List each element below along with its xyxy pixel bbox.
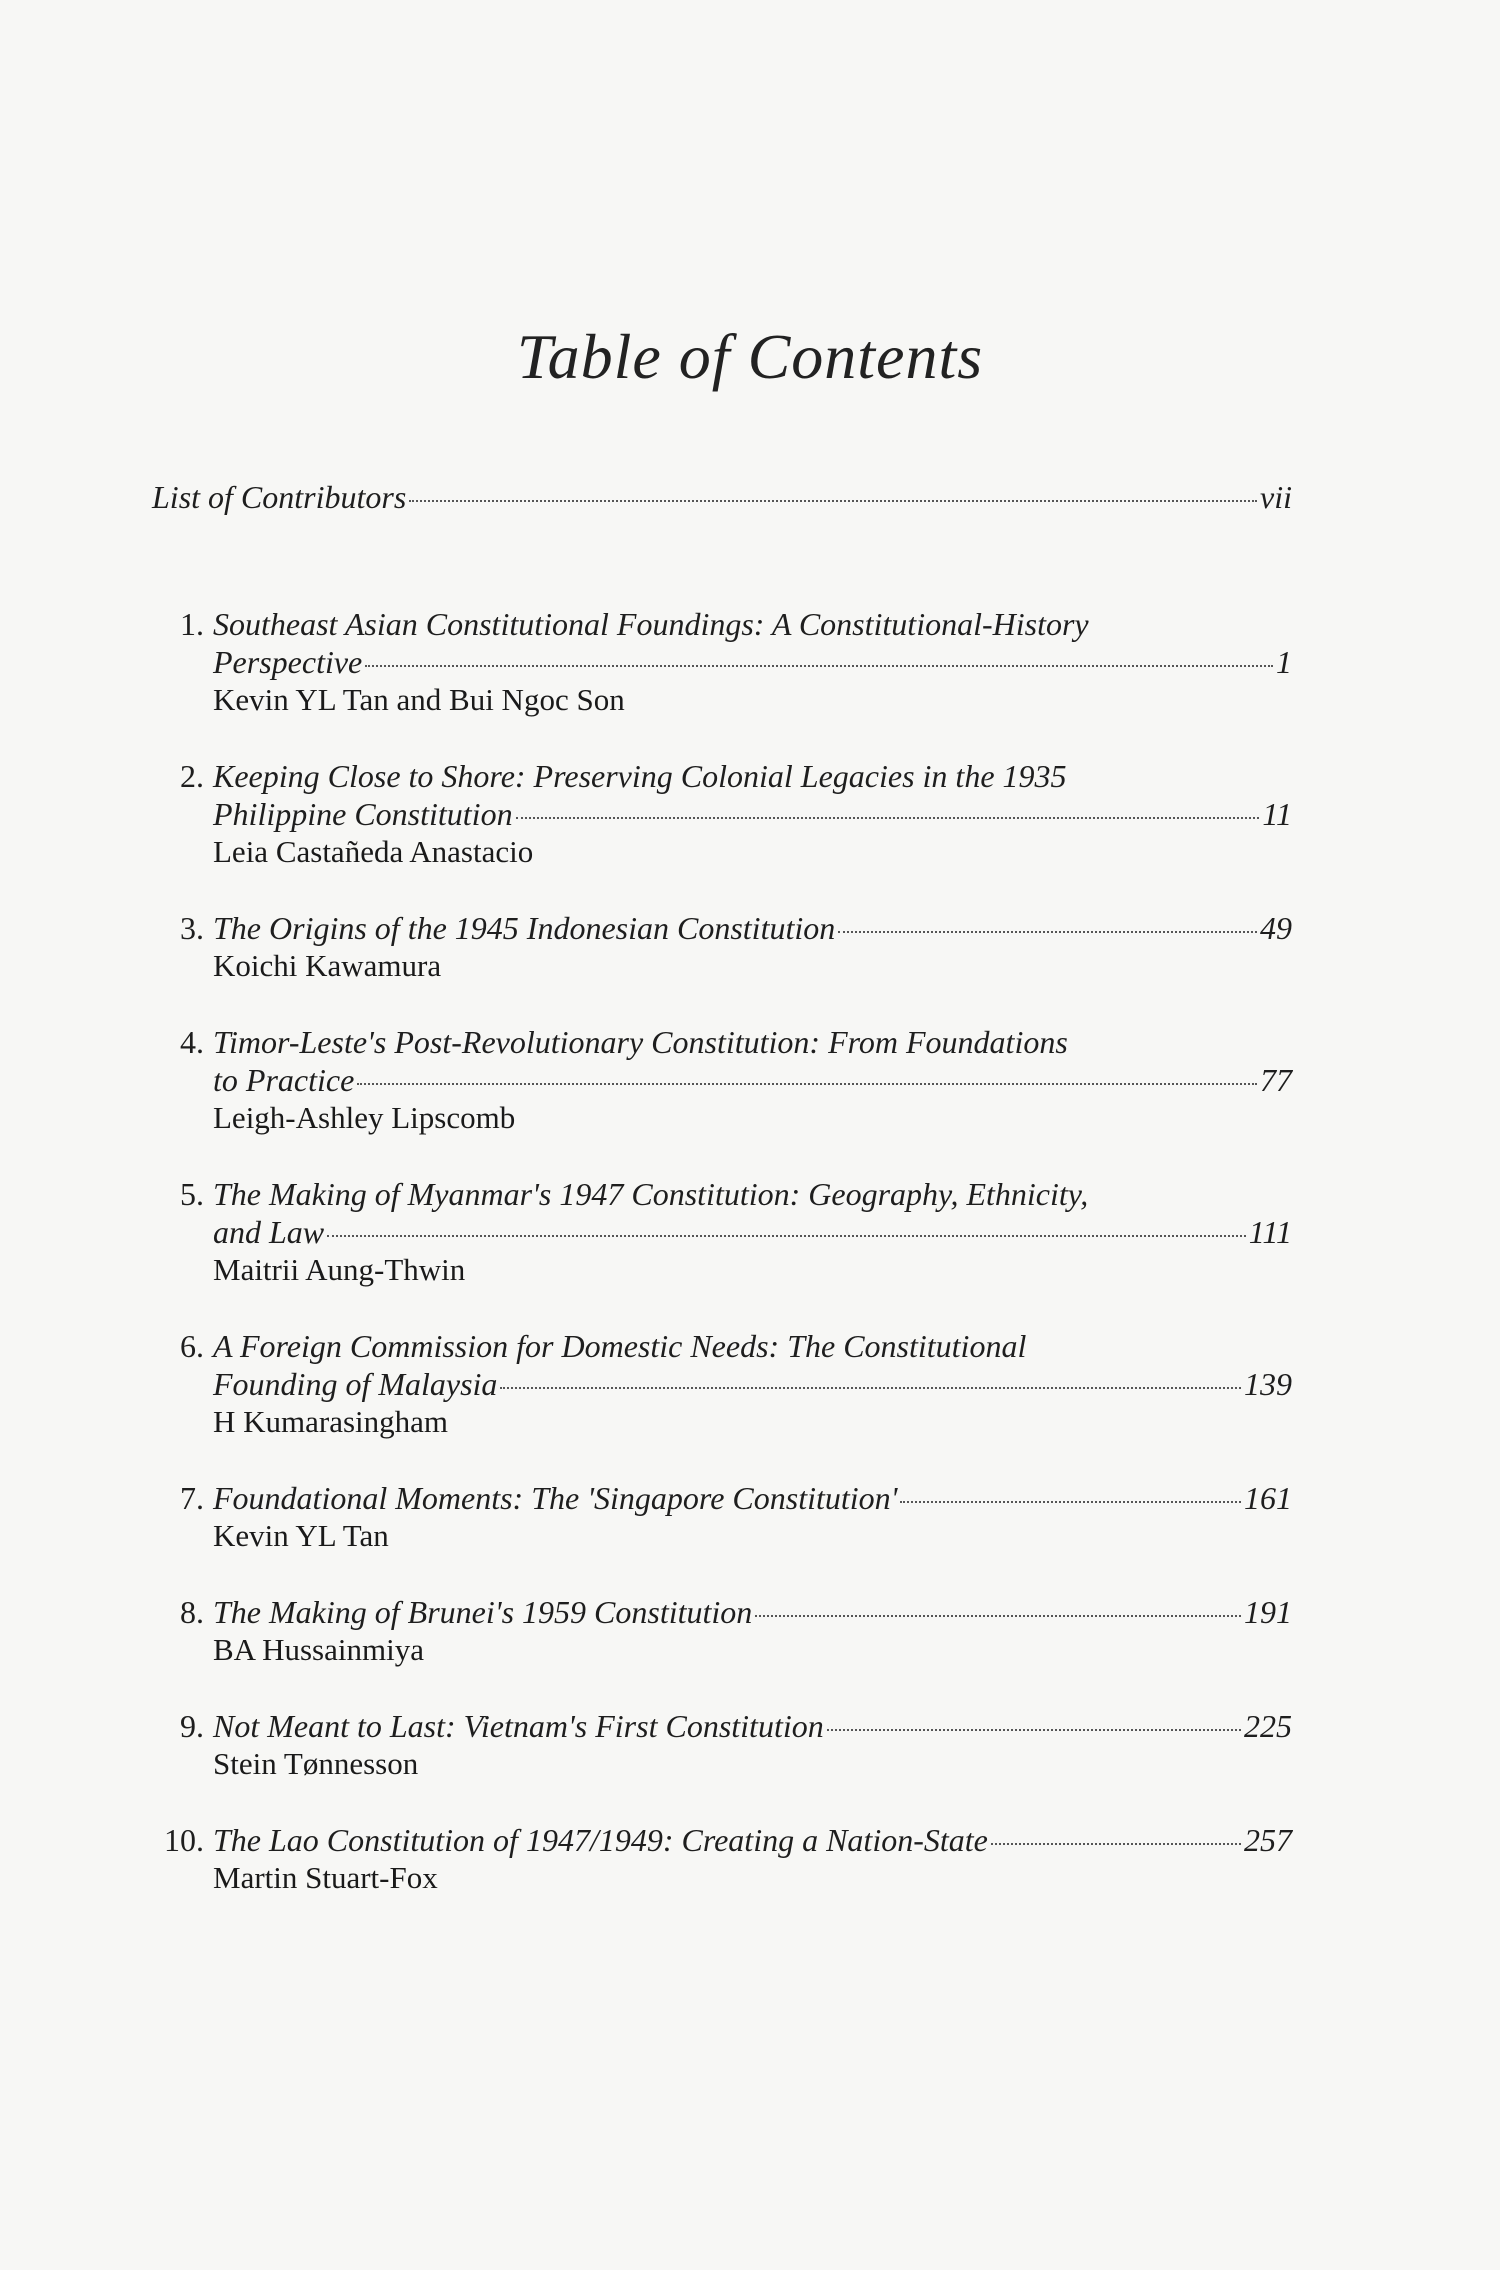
toc-line	[213, 1061, 1292, 1099]
toc-entry-title: The Lao Constitution of 1947/1949: Creating a Nation-State	[213, 1822, 988, 1858]
toc-line	[213, 1707, 1292, 1745]
dot-leader	[827, 1729, 1241, 1731]
toc-line	[213, 795, 1292, 833]
toc-entry-title: and Law	[213, 1214, 325, 1250]
toc-line	[213, 1593, 1292, 1631]
chapter-author: Maitrii Aung-Thwin	[213, 1252, 466, 1287]
toc-entry-title: Foundational Moments: The 'Singapore Constitution'	[213, 1480, 898, 1516]
toc-line	[152, 478, 1292, 516]
toc-entry[interactable]	[152, 1707, 1292, 1783]
toc-entry[interactable]	[152, 605, 1292, 719]
toc-entry-title: Perspective	[213, 644, 363, 680]
toc-line	[213, 909, 1292, 947]
toc-entry[interactable]	[152, 1479, 1292, 1555]
toc-entry-title: Not Meant to Last: Vietnam's First Constitution	[213, 1708, 824, 1744]
chapter-number: 4.	[180, 1024, 204, 1060]
toc-page-number: 191	[1244, 1594, 1292, 1630]
chapter-number: 8.	[180, 1594, 204, 1630]
dot-leader	[838, 931, 1257, 933]
dot-leader	[900, 1501, 1241, 1503]
chapter-author: Leigh-Ashley Lipscomb	[213, 1100, 516, 1135]
dot-leader	[357, 1083, 1257, 1085]
toc-entry[interactable]	[152, 1023, 1292, 1137]
toc-page-number: vii	[1260, 479, 1292, 515]
dot-leader	[991, 1843, 1241, 1845]
toc-entry[interactable]	[152, 1175, 1292, 1289]
dot-leader	[327, 1235, 1246, 1237]
chapter-number: 6.	[180, 1328, 204, 1364]
toc-entry[interactable]	[152, 1593, 1292, 1669]
chapter-number: 2.	[180, 758, 204, 794]
toc-entry[interactable]	[152, 1821, 1292, 1897]
toc-page-number: 139	[1244, 1366, 1292, 1402]
dot-leader	[409, 500, 1257, 502]
chapter-number: 5.	[180, 1176, 204, 1212]
chapter-author: Martin Stuart-Fox	[213, 1860, 438, 1895]
toc-line	[213, 1821, 1292, 1859]
toc-entry-title: to Practice	[213, 1062, 355, 1098]
toc-entry[interactable]	[152, 757, 1292, 871]
dot-leader	[500, 1387, 1241, 1389]
chapter-author: Koichi Kawamura	[213, 948, 442, 983]
toc-entry-title-first-line: Timor-Leste's Post-Revolutionary Constitution: From Foundations	[213, 1024, 1068, 1060]
chapter-author: Leia Castañeda Anastacio	[213, 834, 534, 869]
chapter-number: 10.	[164, 1822, 204, 1858]
toc-entry-list	[152, 605, 1292, 1897]
chapter-author: Kevin YL Tan and Bui Ngoc Son	[213, 682, 625, 717]
toc-entry-title: Founding of Malaysia	[213, 1366, 498, 1402]
chapter-author: BA Hussainmiya	[213, 1632, 424, 1667]
chapter-author: Kevin YL Tan	[213, 1518, 389, 1553]
toc-entry[interactable]	[152, 909, 1292, 985]
toc-line	[213, 643, 1292, 681]
toc-page-number: 111	[1248, 1214, 1292, 1250]
toc-entry-title-first-line: Keeping Close to Shore: Preserving Colonial Legacies in the 1935	[213, 758, 1067, 794]
toc-entry-title-first-line: Southeast Asian Constitutional Foundings: A Constitutional-History	[213, 606, 1089, 642]
toc-line	[213, 1213, 1292, 1251]
toc-line	[213, 1365, 1292, 1403]
toc-line	[213, 1479, 1292, 1517]
chapter-author: Stein Tønnesson	[213, 1746, 419, 1781]
chapter-number: 3.	[180, 910, 204, 946]
toc-page-number: 257	[1244, 1822, 1292, 1858]
dot-leader	[755, 1615, 1241, 1617]
toc-entry[interactable]	[152, 1327, 1292, 1441]
toc-entry-title: The Making of Brunei's 1959 Constitution	[213, 1594, 753, 1630]
chapter-number: 9.	[180, 1708, 204, 1744]
toc-page-number: 225	[1244, 1708, 1292, 1744]
page-title: Table of Contents	[516, 321, 984, 392]
dot-leader	[365, 665, 1273, 667]
toc-entry-title: The Origins of the 1945 Indonesian Constitution	[213, 910, 836, 946]
toc-entry-title-first-line: A Foreign Commission for Domestic Needs: The Constitutional	[213, 1328, 1027, 1364]
toc-page-number: 49	[1260, 910, 1292, 946]
toc-entry-title: Philippine Constitution	[213, 796, 513, 832]
dot-leader	[516, 817, 1260, 819]
chapter-author: H Kumarasingham	[213, 1404, 449, 1439]
toc-entry-title: List of Contributors	[152, 479, 407, 515]
toc-page-number: 1	[1276, 644, 1292, 680]
chapter-number: 7.	[180, 1480, 204, 1516]
toc-front-matter[interactable]	[152, 478, 1292, 516]
toc-page-number: 11	[1262, 796, 1292, 832]
toc-page-number: 77	[1260, 1062, 1292, 1098]
chapter-number: 1.	[180, 606, 204, 642]
toc-page-number: 161	[1244, 1480, 1292, 1516]
toc-entry-title-first-line: The Making of Myanmar's 1947 Constitution: Geography, Ethnicity,	[213, 1176, 1089, 1212]
